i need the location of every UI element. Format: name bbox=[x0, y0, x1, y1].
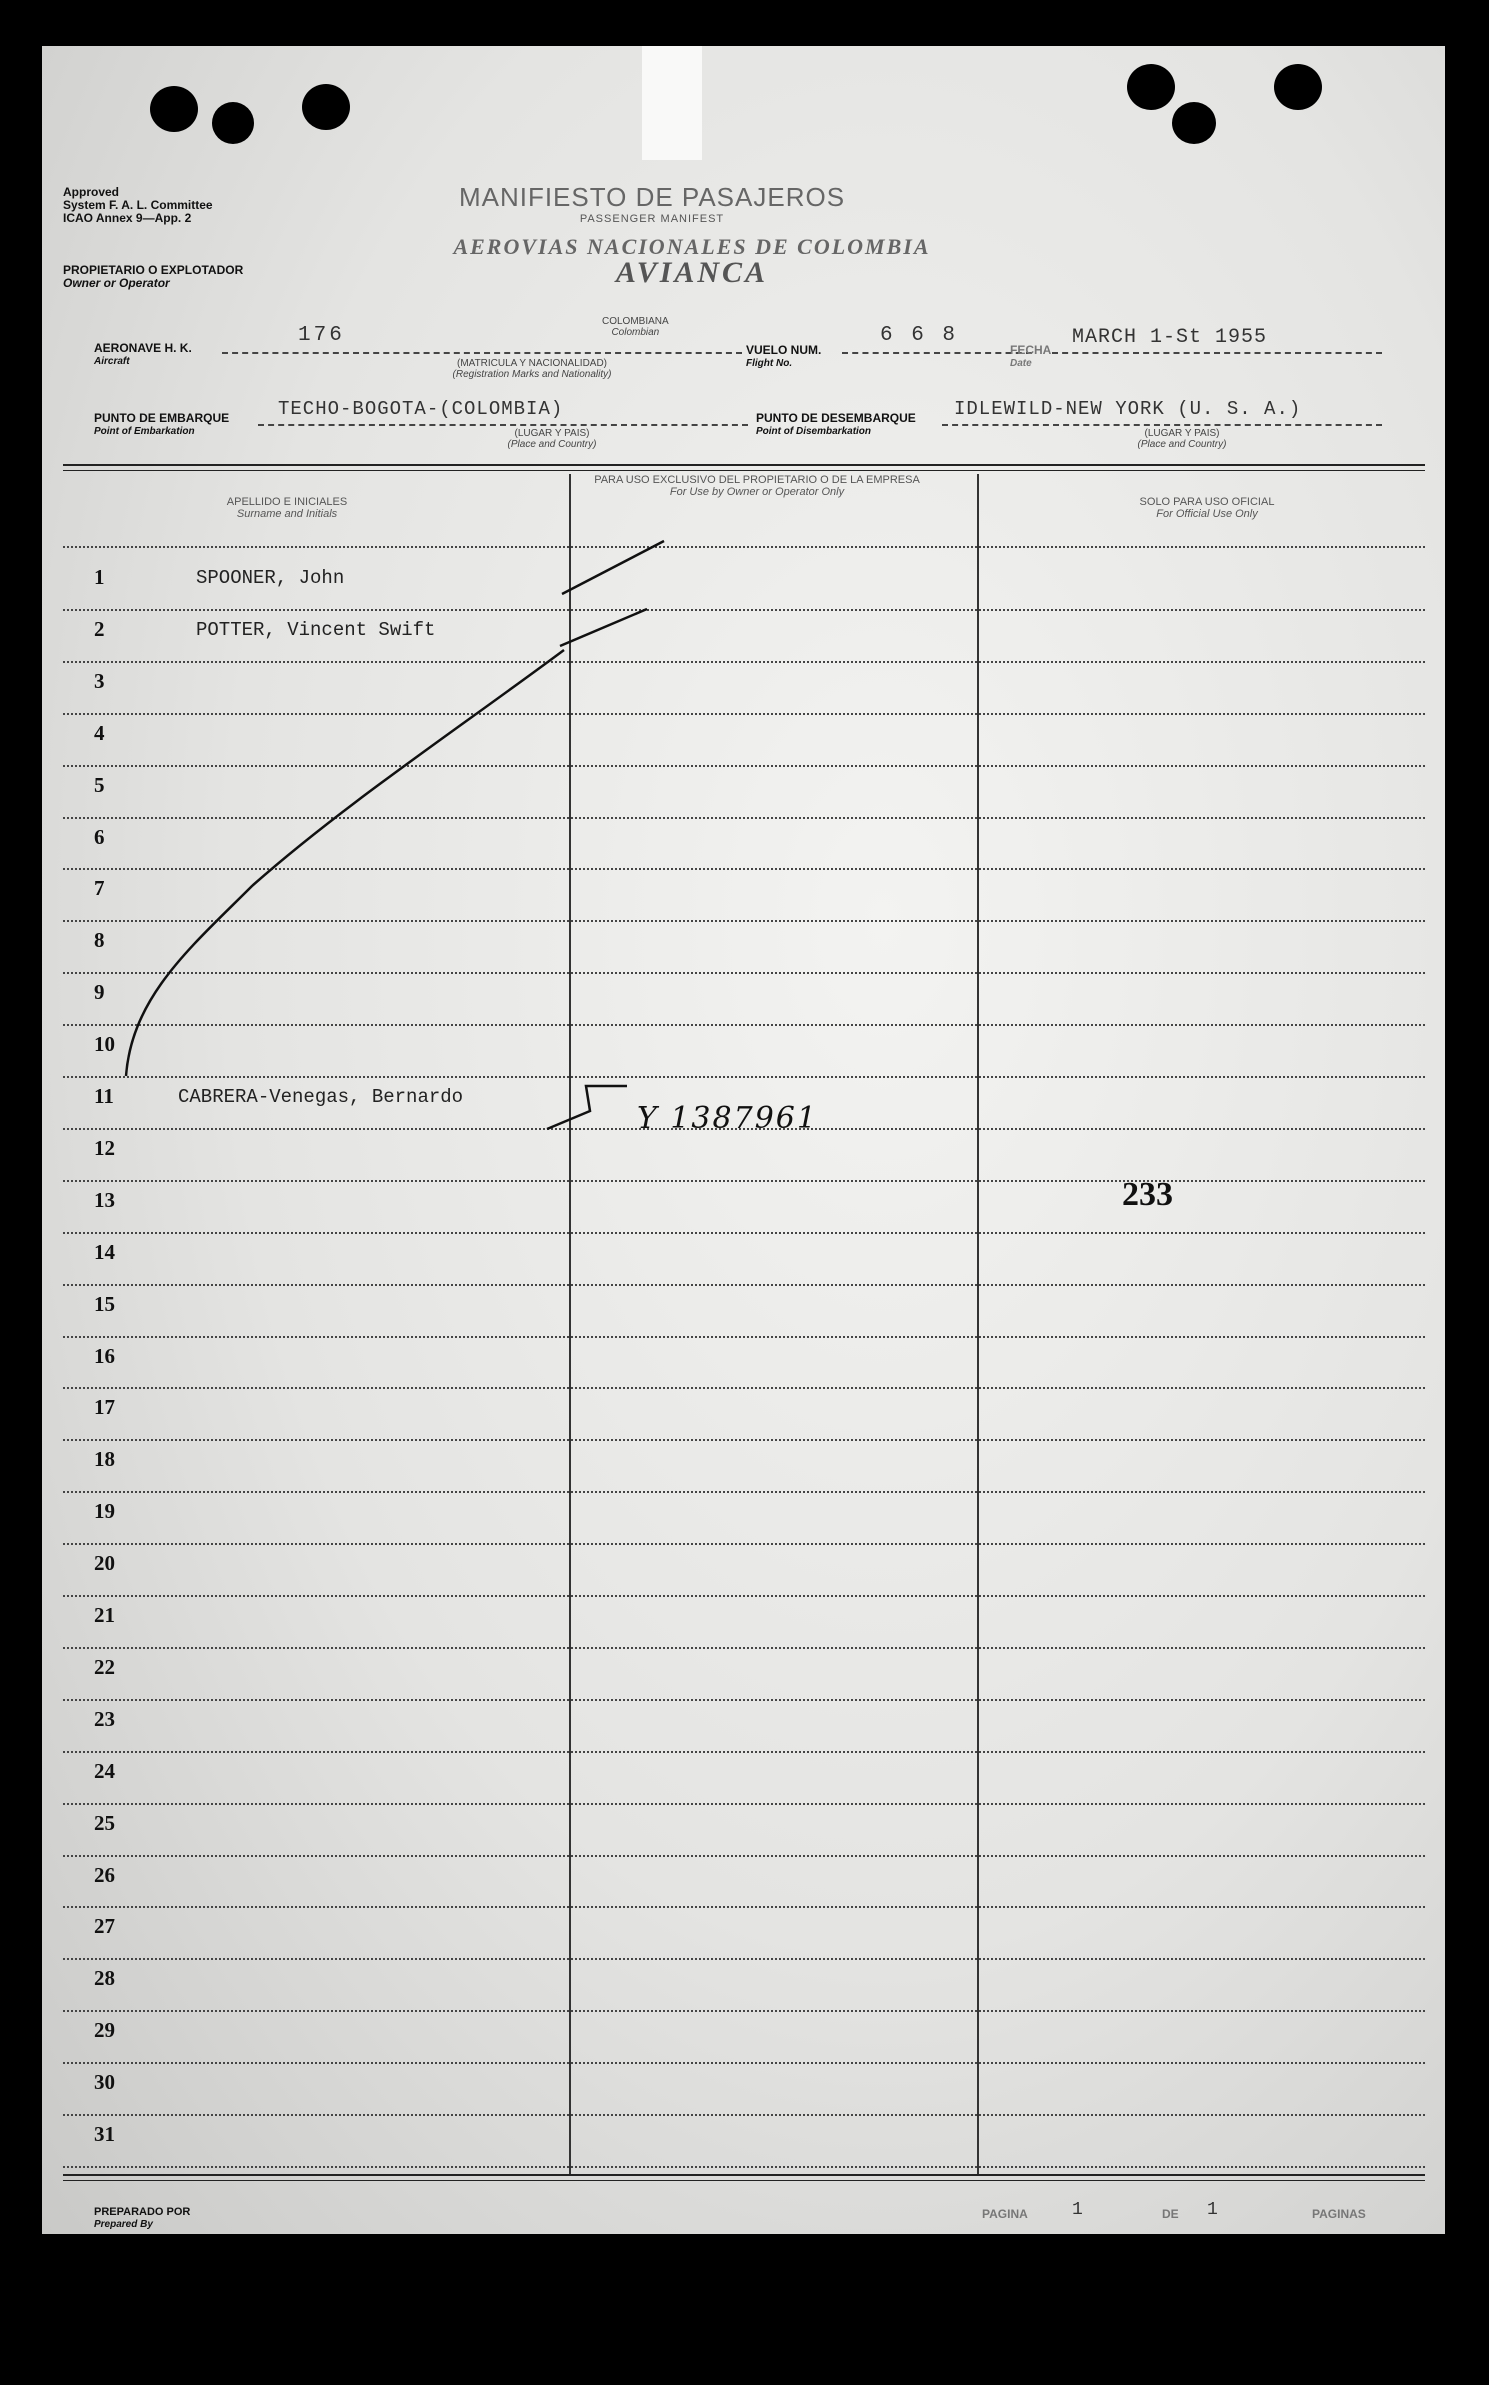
owner-column-header: PARA USO EXCLUSIVO DEL PROPIETARIO O DE LA EMPRESA For Use by Owner or Operator Only bbox=[594, 474, 920, 498]
aircraft-value: 176 bbox=[298, 324, 345, 347]
embark-value: TECHO-BOGOTA-(COLOMBIA) bbox=[278, 398, 564, 420]
row-number: 5 bbox=[94, 772, 105, 797]
stamp-number: 233 bbox=[1122, 1176, 1173, 1213]
embark-label: PUNTO DE EMBARQUE Point of Embarkation bbox=[94, 411, 230, 437]
row-number: 12 bbox=[94, 1135, 115, 1160]
prepared-by-label: PREPARADO POR Prepared By bbox=[94, 2206, 191, 2230]
pen-marks bbox=[42, 46, 1445, 2234]
official-column-header: SOLO PARA USO OFICIAL For Official Use Only bbox=[1139, 496, 1275, 520]
pages-label: PAGINAS bbox=[1312, 2207, 1366, 2221]
row-number: 20 bbox=[94, 1551, 115, 1576]
row-number: 31 bbox=[94, 2122, 115, 2146]
passenger-name: POTTER, Vincent Swift bbox=[196, 618, 436, 641]
nationality: COLOMBIANA Colombian bbox=[602, 316, 669, 338]
row-number: 7 bbox=[94, 876, 105, 901]
row-number: 17 bbox=[94, 1395, 115, 1420]
date-value: MARCH 1-St 1955 bbox=[1072, 326, 1268, 349]
page-value: 1 bbox=[1072, 2200, 1086, 2220]
footer-rule bbox=[63, 2174, 1425, 2176]
row-number: 28 bbox=[94, 1966, 115, 1991]
row-number: 2 bbox=[94, 616, 105, 641]
manifest-sheet bbox=[42, 46, 1445, 2234]
disembark-place-note: (LUGAR Y PAIS) (Place and Country) bbox=[1137, 428, 1227, 450]
row-number: 3 bbox=[94, 668, 105, 693]
row-number: 29 bbox=[94, 2018, 115, 2043]
row-number: 1 bbox=[94, 565, 105, 589]
row-number: 25 bbox=[94, 1810, 115, 1835]
registration-note: (MATRICULA Y NACIONALIDAD) (Registration Marks and Nationality) bbox=[452, 358, 612, 380]
check-mark bbox=[562, 541, 664, 594]
row-number: 26 bbox=[94, 1862, 115, 1887]
row-number: 15 bbox=[94, 1291, 115, 1316]
footer-rule-2 bbox=[63, 2180, 1425, 2181]
name-column-header: APELLIDO E INICIALES Surname and Initials bbox=[226, 496, 348, 520]
aircraft-label: AERONAVE H. K. Aircraft bbox=[94, 341, 192, 367]
of-label: DE bbox=[1162, 2207, 1179, 2221]
row-number: 11 bbox=[94, 1084, 114, 1108]
row-number: 27 bbox=[94, 1914, 115, 1939]
embark-place-note: (LUGAR Y PAIS) (Place and Country) bbox=[507, 428, 597, 450]
check-mark bbox=[547, 1086, 627, 1129]
ditto-line bbox=[126, 650, 564, 1076]
approval-note: Approved System F. A. L. Committee ICAO Annex 9—App. 2 bbox=[63, 185, 213, 225]
manifest-title: MANIFIESTO DE PASAJEROS PASSENGER MANIFEST bbox=[458, 182, 846, 225]
row-number: 30 bbox=[94, 2070, 115, 2095]
date-label: FECHA Date bbox=[1010, 343, 1052, 369]
row-number: 8 bbox=[94, 928, 105, 953]
row-number: 13 bbox=[94, 1187, 115, 1212]
passport-number: Y 1387961 bbox=[637, 1101, 818, 1136]
flight-label: VUELO NUM. Flight No. bbox=[746, 343, 822, 369]
row-number: 18 bbox=[94, 1447, 115, 1472]
row-number: 10 bbox=[94, 1032, 115, 1057]
airline-name: AEROVIAS NACIONALES DE COLOMBIA AVIANCA bbox=[453, 234, 931, 289]
row-number: 24 bbox=[94, 1758, 115, 1783]
passenger-name: SPOONER, John bbox=[196, 567, 345, 589]
owner-label: PROPIETARIO O EXPLOTADOR Owner or Operator bbox=[63, 263, 244, 290]
of-value: 1 bbox=[1207, 2200, 1221, 2220]
row-number: 21 bbox=[94, 1603, 115, 1627]
passenger-name: CABRERA-Venegas, Bernardo bbox=[178, 1086, 464, 1108]
row-number: 14 bbox=[94, 1239, 115, 1264]
page-label: PAGINA bbox=[982, 2207, 1028, 2221]
row-number: 23 bbox=[94, 1706, 115, 1731]
row-number: 9 bbox=[94, 980, 105, 1005]
row-number: 16 bbox=[94, 1343, 115, 1368]
check-mark bbox=[560, 609, 647, 646]
row-number: 22 bbox=[94, 1654, 115, 1679]
flight-value: 6 6 8 bbox=[880, 324, 959, 347]
row-number: 19 bbox=[94, 1499, 115, 1524]
disembark-label: PUNTO DE DESEMBARQUE Point of Disembarkation bbox=[756, 411, 916, 437]
row-number: 6 bbox=[94, 824, 105, 849]
row-number: 4 bbox=[94, 720, 105, 745]
disembark-value: IDLEWILD-NEW YORK (U. S. A.) bbox=[954, 398, 1302, 420]
